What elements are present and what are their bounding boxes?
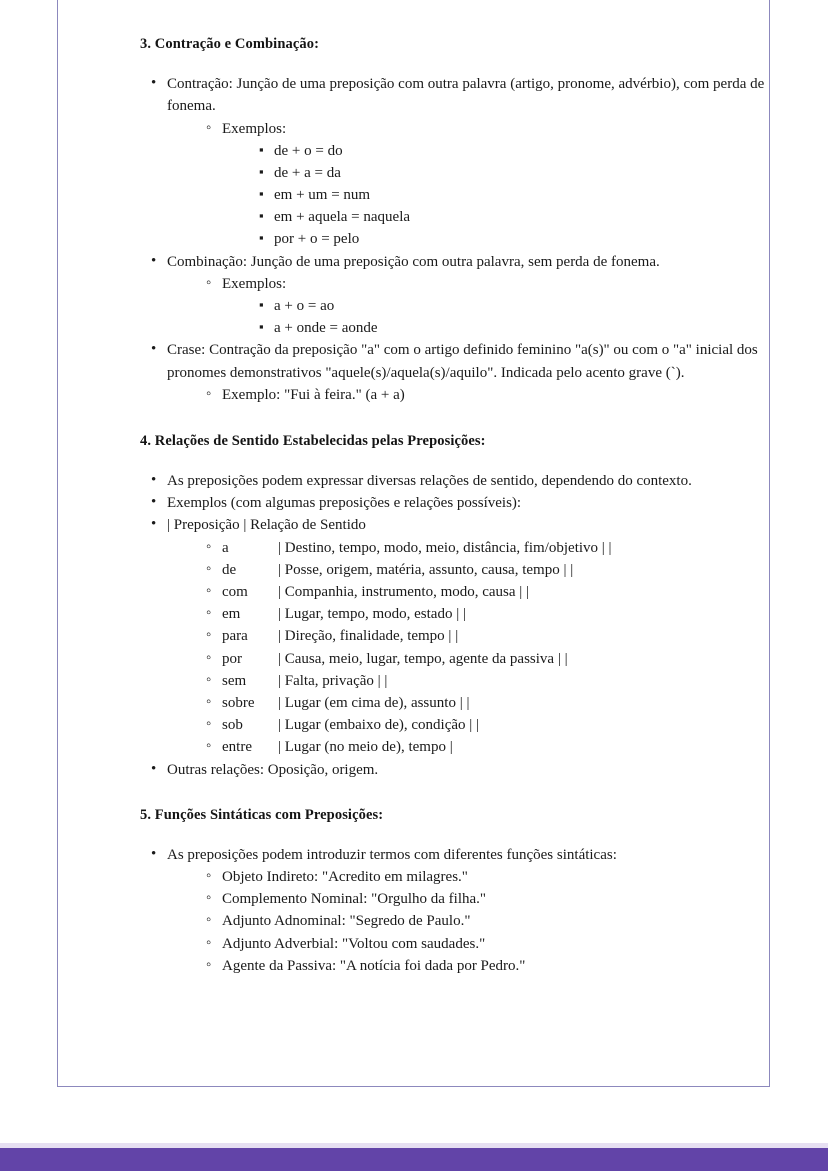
list-item: [198, 933, 800, 955]
list-item-text: Exemplo: "Fui à feira." (a + a): [222, 386, 405, 403]
list-item: [198, 118, 800, 251]
list-item: [198, 384, 800, 406]
spacer: [140, 406, 800, 432]
table-row: [198, 603, 800, 625]
sublist: [198, 118, 800, 251]
preposition-relation: | Posse, origem, matéria, assunto, causa, tempo | |: [278, 561, 574, 578]
list-item: [252, 206, 800, 228]
preposition-name: ◦ entre: [222, 739, 252, 756]
list-item: [140, 339, 800, 406]
list-item: [252, 228, 800, 250]
list-item: [198, 866, 800, 888]
list-item: [198, 910, 800, 932]
list-item-text: a + onde = aonde: [274, 320, 378, 337]
list-item-text: Adjunto Adverbial: "Voltou com saudades.": [222, 935, 486, 952]
list-item: [140, 73, 800, 251]
list-item: [198, 273, 800, 340]
sublist: [198, 384, 800, 406]
preposition-relation: | Destino, tempo, modo, meio, distância, fim/objetivo | |: [278, 539, 612, 556]
list-item: [198, 888, 800, 910]
spacer-top: [140, 0, 800, 35]
list-item: [198, 955, 800, 977]
list-item-text: As preposições podem expressar diversas relações de sentido, dependendo do contexto.: [167, 473, 692, 490]
list-item-text: de + a = da: [274, 164, 341, 181]
list-item: [140, 470, 800, 492]
preposition-relation: | Lugar (em cima de), assunto | |: [278, 694, 470, 711]
table-row: [198, 559, 800, 581]
list-item-text: Exemplos:: [222, 275, 287, 292]
preposition-relation: | Falta, privação | |: [278, 672, 388, 689]
list-item-text: Combinação: Junção de uma preposição com outra palavra, sem perda de fonema.: [167, 253, 660, 270]
list-item: [252, 295, 800, 317]
sublist: [252, 140, 800, 251]
list-item-text: de + o = do: [274, 142, 343, 159]
preposition-name: ◦ sobre: [222, 694, 255, 711]
list-item-text: Crase: Contração da preposição "a" com o artigo definido feminino "a(s)" ou com o "a" inicial dos pronomes demonstrativos "aquele(s)/aquela(s)/aquilo". Indicada pelo acento grave (`).: [167, 342, 758, 381]
list-item-text: Outras relações: Oposição, origem.: [167, 761, 379, 778]
document-content: [140, 0, 800, 1062]
sublist: [252, 295, 800, 339]
table-row: [198, 692, 800, 714]
list-item-text: Agente da Passiva: "A notícia foi dada por Pedro.": [222, 957, 526, 974]
list-item-text: Complemento Nominal: "Orgulho da filha.": [222, 891, 487, 908]
list-item: [252, 184, 800, 206]
table-row: [198, 625, 800, 647]
section-4-list: [140, 470, 800, 781]
list-item: [140, 844, 800, 977]
sublist: [198, 866, 800, 977]
list-item-text: As preposições podem introduzir termos com diferentes funções sintáticas:: [167, 846, 617, 863]
preposition-name: ◦ de: [222, 561, 237, 578]
table-row: [198, 736, 800, 758]
list-item: [252, 140, 800, 162]
spacer: [140, 53, 800, 73]
list-item: [140, 759, 800, 781]
preposition-relation: | Lugar, tempo, modo, estado | |: [278, 606, 466, 623]
section-heading-4: 4. Relações de Sentido Estabelecidas pelas Preposições:: [140, 432, 486, 449]
list-item-text: por + o = pelo: [274, 231, 360, 248]
preposition-name: ◦ para: [222, 628, 248, 645]
preposition-name: ◦ sem: [222, 672, 247, 689]
preposition-relation: | Lugar (embaixo de), condição | |: [278, 717, 480, 734]
section-heading-5: 5. Funções Sintáticas com Preposições:: [140, 806, 384, 823]
list-item-text: Adjunto Adnominal: "Segredo de Paulo.": [222, 913, 471, 930]
spacer: [140, 450, 800, 470]
section-5-list: [140, 844, 800, 977]
preposition-relation: | Causa, meio, lugar, tempo, agente da passiva | |: [278, 650, 568, 667]
preposition-name: ◦ em: [222, 606, 241, 623]
section-heading-3: 3. Contração e Combinação:: [140, 36, 319, 52]
preposition-table-header: | Preposição | Relação de Sentido: [167, 517, 366, 534]
list-item-text: em + um = num: [274, 187, 371, 204]
preposition-relation: | Lugar (no meio de), tempo |: [278, 739, 453, 756]
list-item-text: Contração: Junção de uma preposição com outra palavra (artigo, pronome, advérbio), com perda de fonema.: [167, 76, 765, 115]
preposition-relation-table: [198, 537, 800, 759]
section-3-list: [140, 73, 800, 406]
preposition-relation: | Direção, finalidade, tempo | |: [278, 628, 459, 645]
table-row: [198, 714, 800, 736]
table-row: [198, 581, 800, 603]
footer-accent-bar: [0, 1148, 828, 1171]
preposition-relation: | Companhia, instrumento, modo, causa | |: [278, 584, 530, 600]
list-item-text: a + o = ao: [274, 298, 335, 314]
list-item-text: Objeto Indireto: "Acredito em milagres.": [222, 869, 468, 885]
spacer: [140, 781, 800, 806]
table-row: [198, 648, 800, 670]
list-item-text: Exemplos (com algumas preposições e relações possíveis):: [167, 495, 522, 512]
table-row: [198, 670, 800, 692]
list-item: [140, 251, 800, 340]
spacer: [140, 824, 800, 844]
list-item: [140, 492, 800, 514]
sublist: [198, 273, 800, 340]
list-item-text: Exemplos:: [222, 120, 287, 137]
list-item: [252, 162, 800, 184]
table-row: [198, 537, 800, 559]
list-item: [140, 514, 800, 758]
preposition-name: ◦ por: [222, 650, 242, 667]
preposition-name: ◦ com: [222, 584, 248, 600]
list-item-text: em + aquela = naquela: [274, 209, 411, 226]
preposition-name: ◦ a: [222, 539, 229, 556]
document-page-frame: [57, 0, 770, 1087]
preposition-name: ◦ sob: [222, 717, 243, 734]
list-item: [252, 317, 800, 339]
